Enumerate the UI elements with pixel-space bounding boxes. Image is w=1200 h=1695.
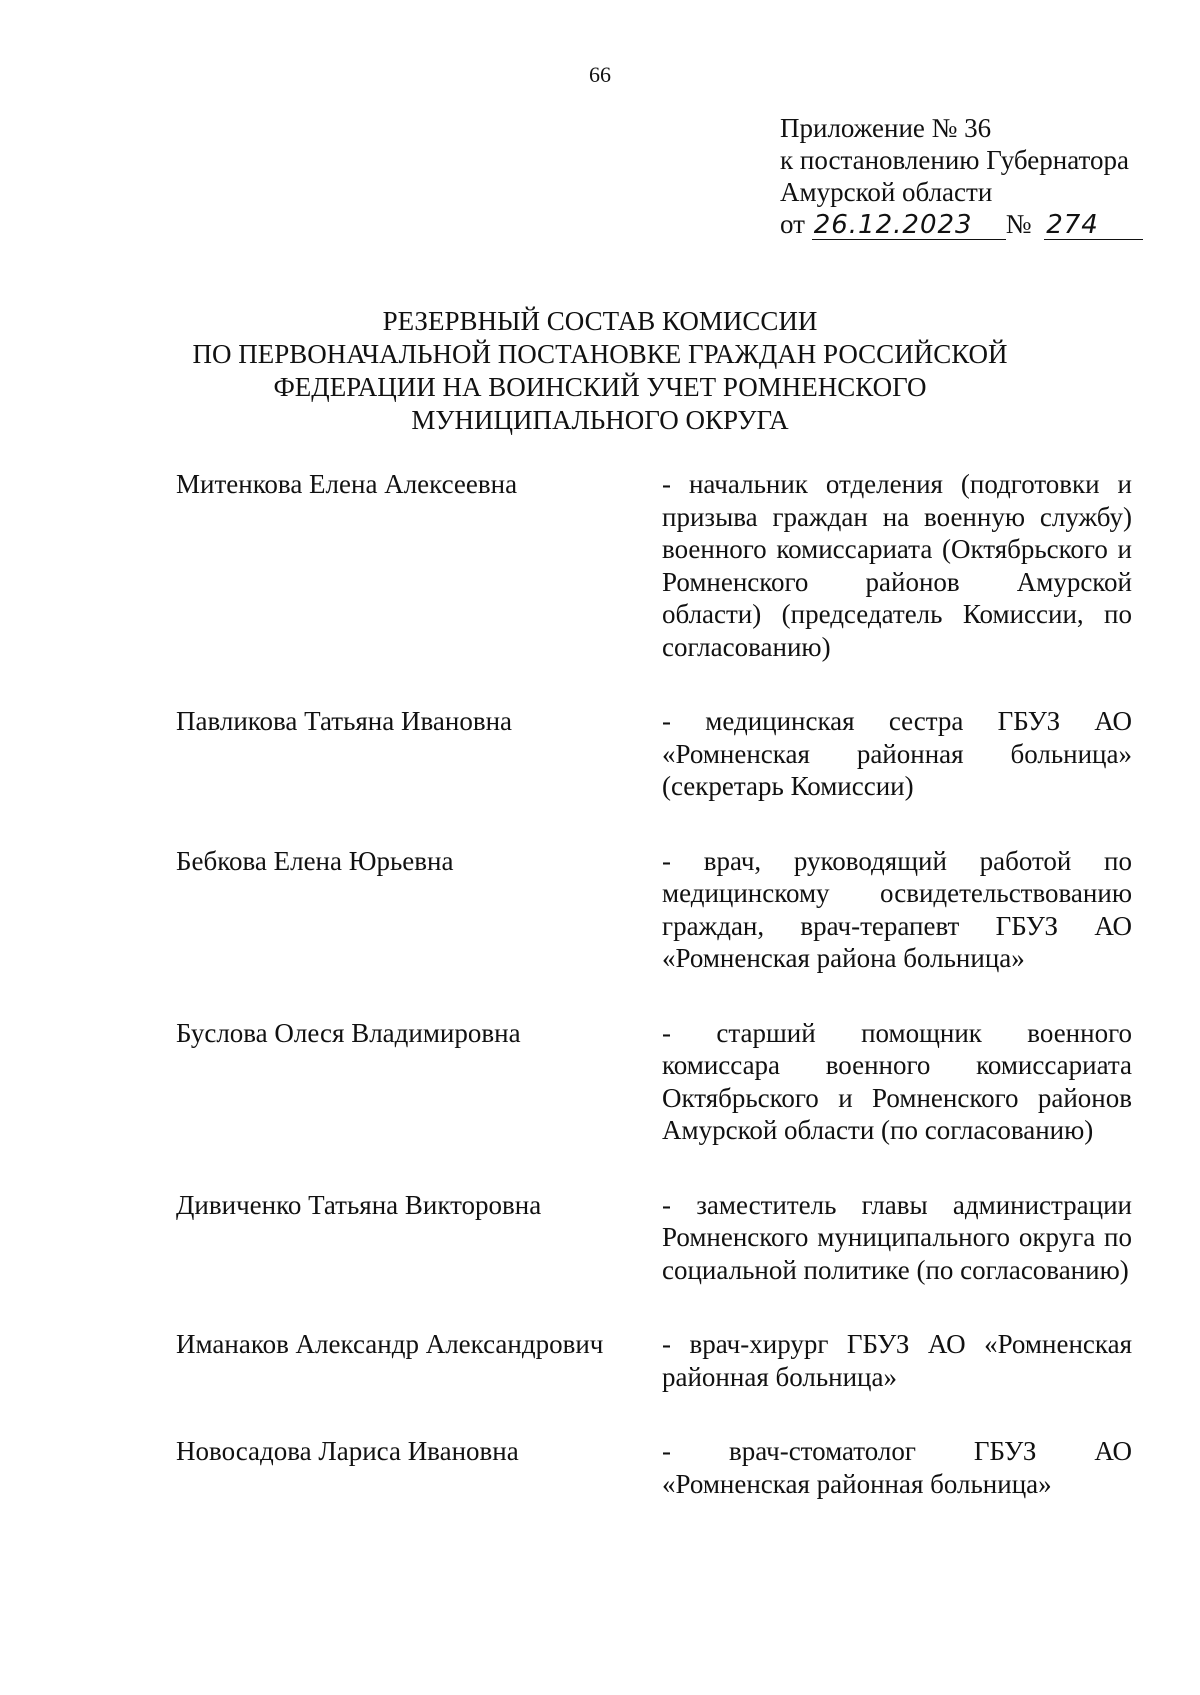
page-number: 66 [589,62,611,87]
member-row [176,1017,1132,1147]
member-role: - врач-стоматолог ГБУЗ АО «Ромненская районная больница» [662,1436,1132,1499]
handwritten-date: 26.12.2023 [812,211,1006,240]
date-prefix: от [780,209,805,239]
member-role: - врач-хирург ГБУЗ АО «Ромненская районная больница» [662,1329,1132,1392]
document-title [0,305,1200,437]
member-role: - врач, руководящий работой по медицинскому освидетельствованию граждан, врач-терапевт ГБУЗ АО «Ромненская района больница» [662,845,1132,973]
appendix-block [780,112,1180,240]
member-name: Дивиченко Татьяна Викторовна [176,1189,542,1220]
member-row [176,845,1132,975]
member-role: - медицинская сестра ГБУЗ АО «Ромненская районная больница» (секретарь Комиссии) [662,706,1132,801]
member-name: Бебкова Елена Юрьевна [176,845,454,876]
handwritten-number: 274 [1044,211,1143,240]
appendix-decree: к постановлению Губернатора [780,145,1129,175]
number-label: № [1005,209,1032,239]
member-row [176,1189,1132,1287]
member-role: - начальник отделения (подготовки и призыва граждан на военную службу) военного комиссариата (Октябрьского и Ромненского районов Амурской области) (председатель Комиссии, по согласованию) [662,469,1132,662]
member-name: Буслова Олеся Владимировна [176,1017,521,1048]
member-role: - старший помощник военного комиссара военного комиссариата Октябрьского и Ромненского районов Амурской области (по согласованию) [662,1017,1132,1145]
member-name: Митенкова Елена Алексеевна [176,469,518,499]
members-list [176,468,1132,1500]
title-line-4: МУНИЦИПАЛЬНОГО ОКРУГА [411,405,789,435]
member-name: Новосадова Лариса Ивановна [176,1436,519,1466]
member-role: - заместитель главы администрации Ромненского муниципального округа по социальной политике (по согласованию) [662,1189,1132,1285]
title-line-1: РЕЗЕРВНЫЙ СОСТАВ КОМИССИИ [382,306,818,336]
member-row [176,468,1132,663]
member-row [176,1328,1132,1393]
appendix-date-line [780,208,1180,240]
appendix-number: Приложение № 36 [780,113,992,143]
member-row [176,705,1132,803]
appendix-region: Амурской области [780,177,993,207]
title-line-3: ФЕДЕРАЦИИ НА ВОИНСКИЙ УЧЕТ РОМНЕНСКОГО [273,372,927,402]
member-row [176,1435,1132,1500]
title-line-2: ПО ПЕРВОНАЧАЛЬНОЙ ПОСТАНОВКЕ ГРАЖДАН РОССИЙСКОЙ [192,339,1008,369]
member-name: Иманаков Александр Александрович [176,1329,604,1359]
member-name: Павликова Татьяна Ивановна [176,706,512,736]
